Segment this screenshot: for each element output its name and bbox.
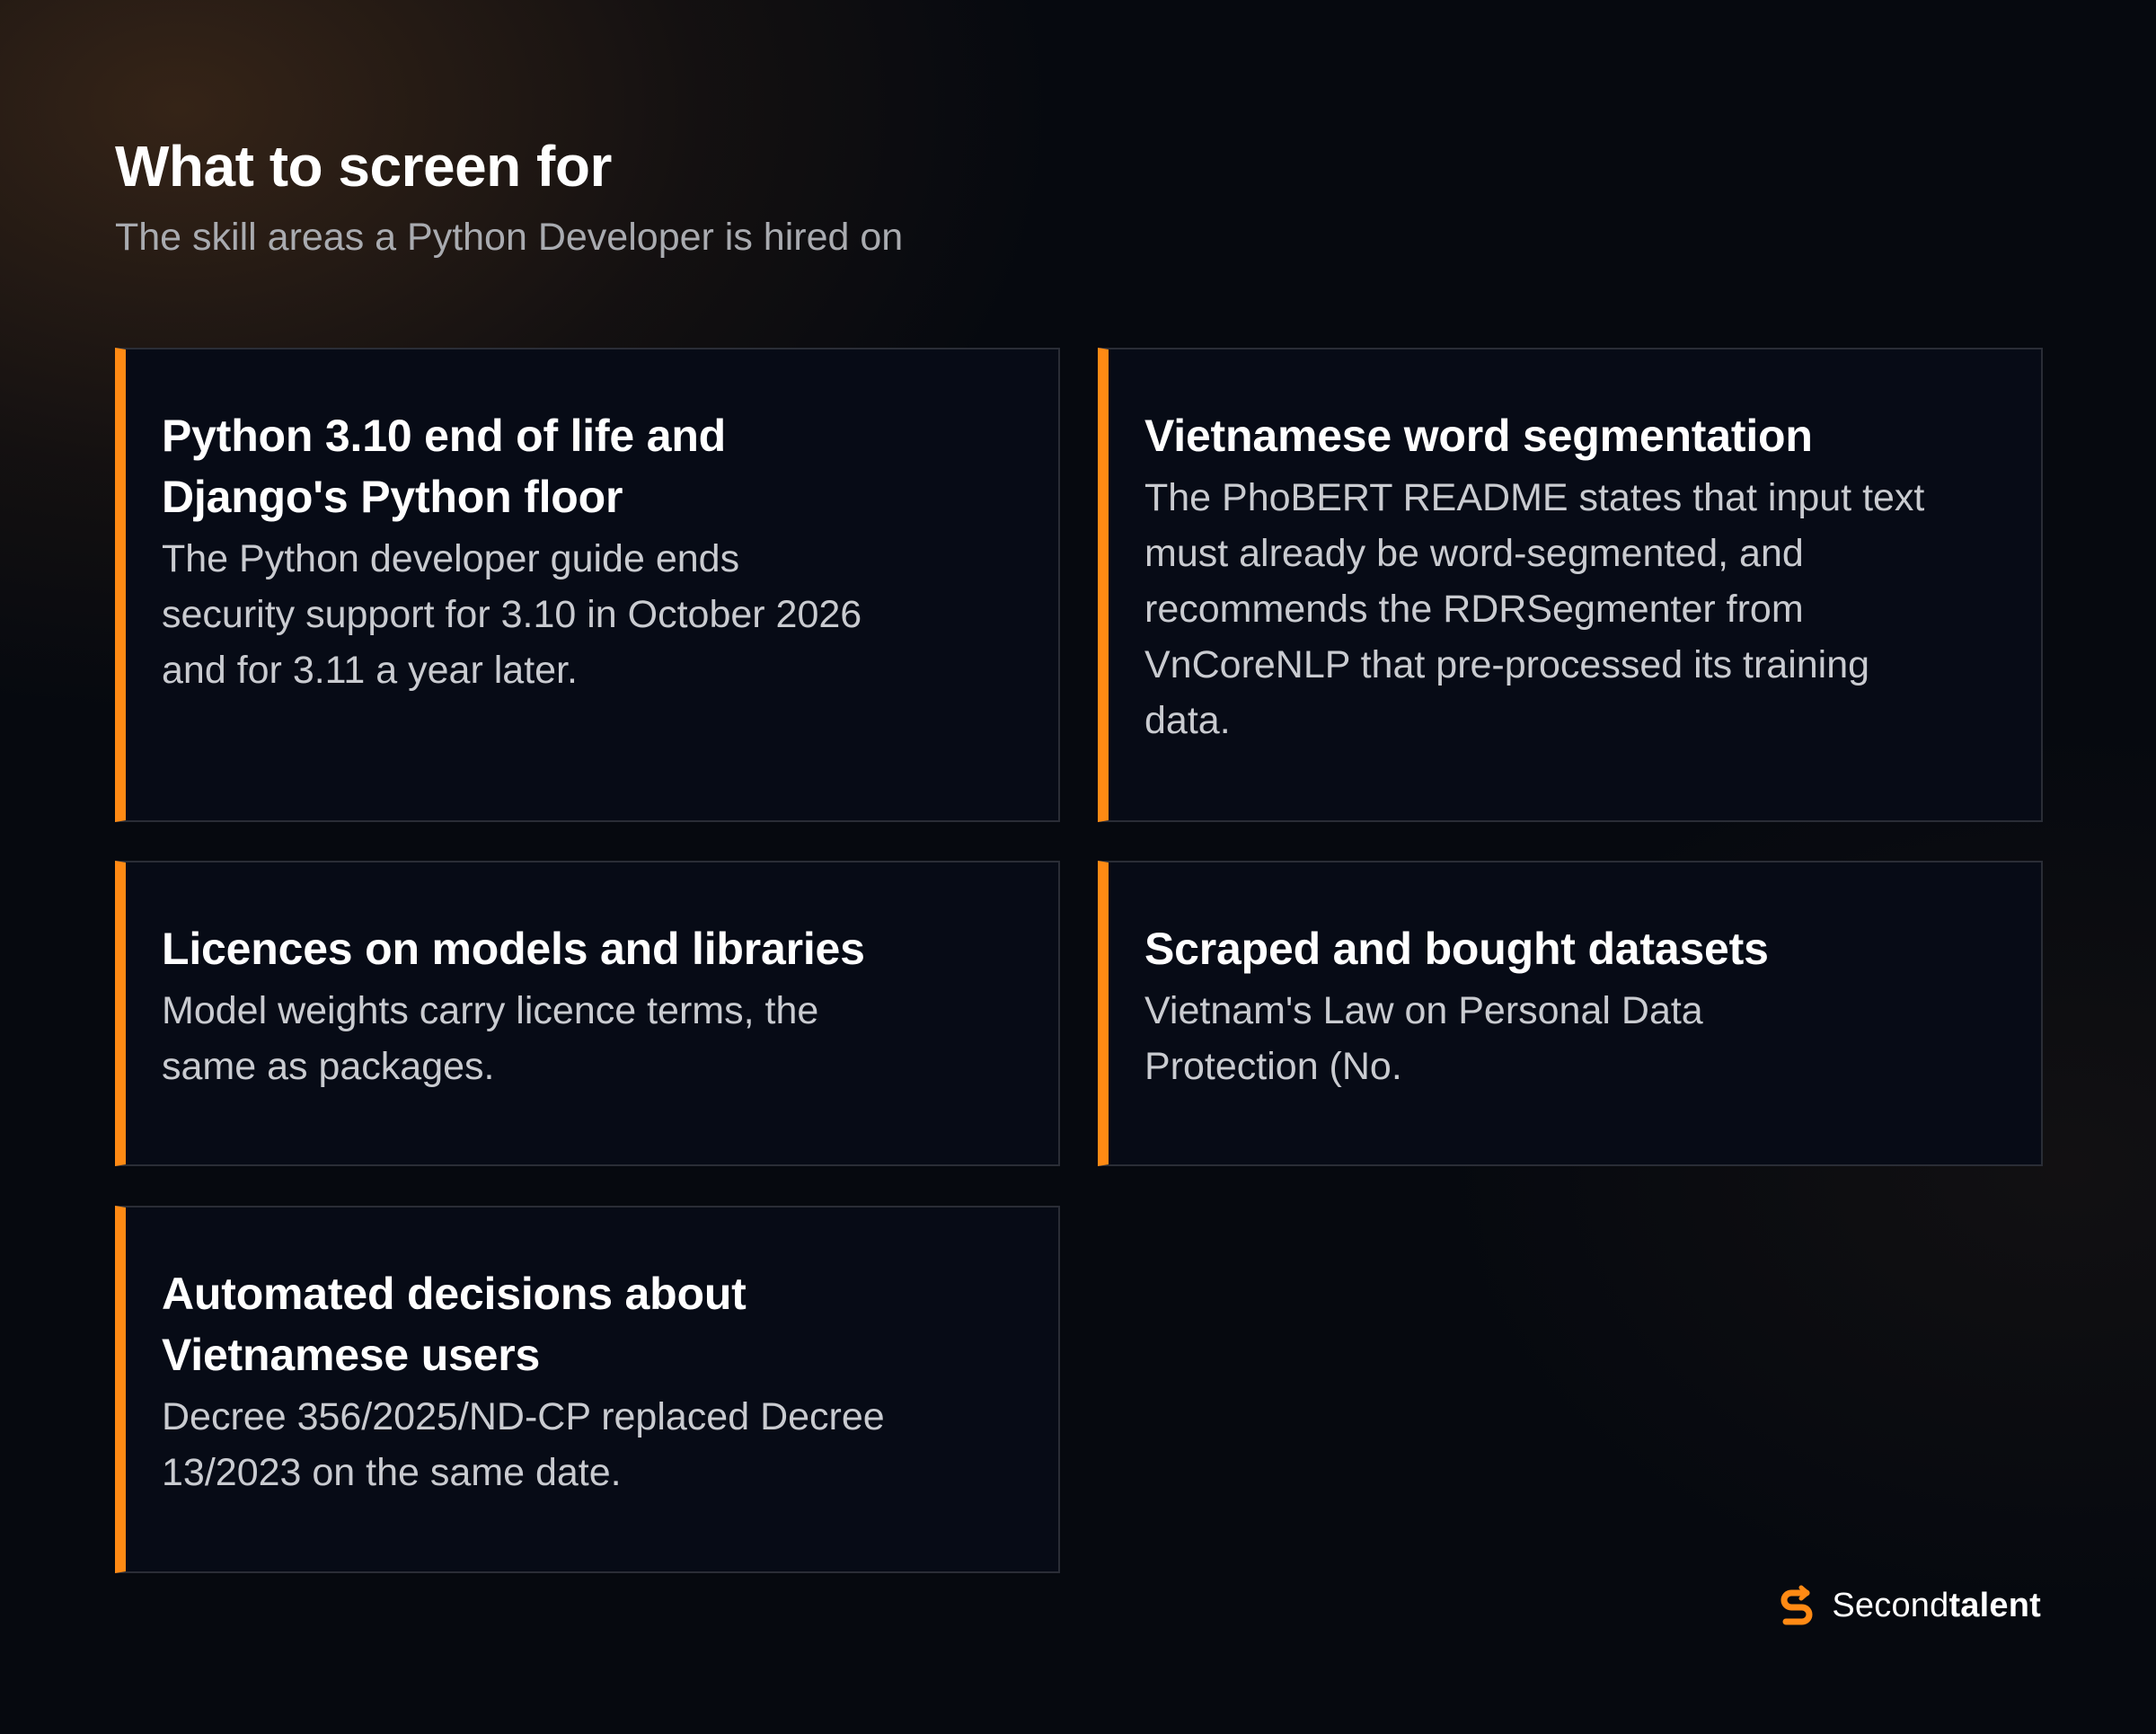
card-description: The Python developer guide ends security support for 3.10 in October 2026 and for 3.11 a year later. <box>162 537 862 692</box>
card-title: Licences on models and libraries <box>162 924 865 974</box>
page-title: What to screen for <box>115 134 612 199</box>
card-title: Vietnamese word segmentation <box>1144 411 1813 461</box>
secondtalent-logo-icon <box>1774 1583 1819 1628</box>
page-subtitle: The skill areas a Python Developer is hired on <box>115 216 904 259</box>
brand-name-light: Second <box>1832 1586 1949 1624</box>
skill-card-automated-decisions <box>115 1206 1060 1573</box>
brand-name <box>1832 1587 2041 1625</box>
card-description: Decree 356/2025/ND-CP replaced Decree 13/2023 on the same date. <box>162 1395 885 1494</box>
card-description: Vietnam's Law on Personal Data Protection (No. <box>1144 989 1703 1088</box>
card-description: Model weights carry licence terms, the same as packages. <box>162 989 819 1088</box>
skill-card-word-segmentation <box>1098 348 2043 822</box>
card-description: The PhoBERT README states that input text must already be word-segmented, and recommends the RDRSegmenter from VnCoreNLP that pre-processed its training data. <box>1144 476 1925 742</box>
brand-name-bold: talent <box>1948 1586 2041 1624</box>
skill-card-licences <box>115 861 1060 1166</box>
brand-logo <box>1774 1583 2041 1628</box>
card-title: Python 3.10 end of life and Django's Python floor <box>162 411 727 522</box>
skill-card-python-eol <box>115 348 1060 822</box>
card-title: Scraped and bought datasets <box>1144 924 1769 974</box>
skill-card-datasets <box>1098 861 2043 1166</box>
card-title: Automated decisions about Vietnamese users <box>162 1269 747 1380</box>
